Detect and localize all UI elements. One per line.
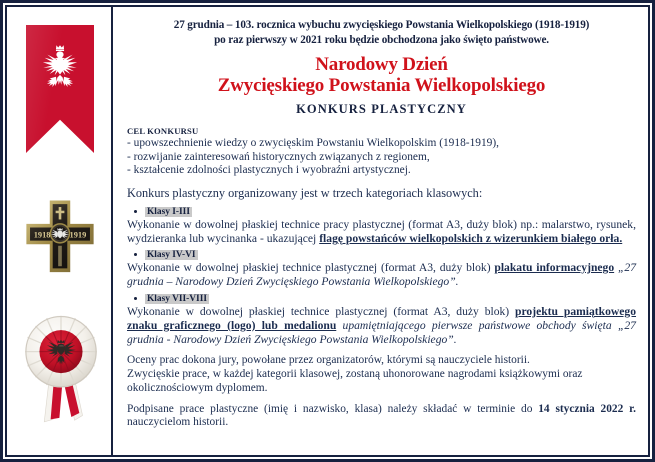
deadline-pre: Podpisane prace plastyczne (imię i nazwisko, klasa) należy składać w terminie do xyxy=(127,402,539,415)
bullet-icon xyxy=(134,253,137,256)
title-line-1: Narodowy Dzień xyxy=(315,54,448,75)
deadline-post: nauczycielom historii. xyxy=(127,416,229,429)
title-line-2: Zwycięskiego Powstania Wielkopolskiego xyxy=(217,75,546,96)
category-heading xyxy=(145,207,638,217)
goal-item: - kształcenie zdolności plastycznych i wyobraźni artystycznej. xyxy=(127,164,411,177)
jury-line-1: Oceny prac dokona jury, powołane przez organizatorów, którymi są nauczyciele historii. xyxy=(127,354,530,367)
category-block xyxy=(125,250,638,289)
emblem-column xyxy=(7,7,113,455)
category-body-post: „27 grudnia – Narodowy Dzień Zwycięskiego Powstania Wielkopolskiego”. xyxy=(127,261,636,289)
red-pennant-with-white-eagle-icon xyxy=(26,25,94,153)
goal-item: - rozwijanie zainteresowań historycznych związanych z regionem, xyxy=(127,150,430,163)
jury-line-2: Zwycięskie prace, w każdej kategorii klasowej, zostaną uhonorowane nagrodami książkowymi oraz okolicznościowym dyplomem. xyxy=(127,368,583,394)
category-body-post: upamiętniającego pierwsze państwowe obchody święta „27 grudnia - Narodowy Dzień Zwycięskiego Powstania Wielkopolskiego”. xyxy=(127,318,636,346)
kicker-line-1: 27 grudnia – 103. rocznica wybuchu zwycięskiego Powstania Wielkopolskiego (1918-1919) xyxy=(173,19,590,31)
category-body xyxy=(127,218,636,246)
bullet-icon xyxy=(134,210,137,213)
lead-text: Konkurs plastyczny organizowany jest w trzech kategoriach klasowych: xyxy=(127,185,483,200)
category-body-pre: Wykonanie w dowolnej płaskiej technice plastycznej (format A3, duży blok) xyxy=(127,261,495,275)
category-body xyxy=(127,305,636,348)
category-block xyxy=(125,207,638,246)
greater-poland-uprising-cross-medal-icon xyxy=(23,199,97,275)
bullet-icon xyxy=(134,297,137,300)
svg-text:1918: 1918 xyxy=(33,230,51,240)
category-body-pre: Wykonanie w dowolnej płaskiej technice pracy plastycznej (format A3, duży blok) np.: malarstwo, rysunek, wydzieranka lub wycinanka - ukazującej xyxy=(127,217,636,245)
category-body-emphasis: projektu pamiątkowego znaku graficznego (logo) lub medalionu xyxy=(127,304,637,332)
category-block xyxy=(125,294,638,348)
category-label: Klasy I-III xyxy=(147,206,190,217)
page-title xyxy=(125,54,638,96)
subtitle: KONKURS PLASTYCZNY xyxy=(296,102,467,116)
goals-heading: CEL KONKURSU xyxy=(127,126,199,136)
category-body-emphasis: plakatu informacyjnego xyxy=(494,261,615,275)
category-heading xyxy=(145,294,638,304)
goal-item: - upowszechnienie wiedzy o zwycięskim Powstaniu Wielkopolskim (1918-1919), xyxy=(127,137,499,149)
content-column xyxy=(113,7,648,455)
deadline-paragraph xyxy=(127,403,636,431)
kicker-line-2: po raz pierwszy w 2021 roku będzie obchodzona jako święto państwowe. xyxy=(214,33,549,46)
white-red-cockade-rosette-icon xyxy=(17,307,105,425)
category-heading xyxy=(145,250,638,260)
category-label: Klasy VII-VIII xyxy=(147,293,207,304)
jury-paragraph xyxy=(127,354,636,395)
deadline-date: 14 stycznia 2022 r. xyxy=(538,402,636,415)
category-body xyxy=(127,261,636,289)
category-label: Klasy IV-VI xyxy=(147,250,196,261)
poster-inner-frame xyxy=(5,5,650,457)
category-body-emphasis: flagę powstańców wielkopolskich z wizerunkiem białego orła. xyxy=(319,231,623,245)
svg-text:1919: 1919 xyxy=(69,230,87,240)
category-body-pre: Wykonanie w dowolnej płaskiej technice plastycznej (format A3, duży blok) xyxy=(127,304,516,318)
kicker-block xyxy=(127,18,636,47)
